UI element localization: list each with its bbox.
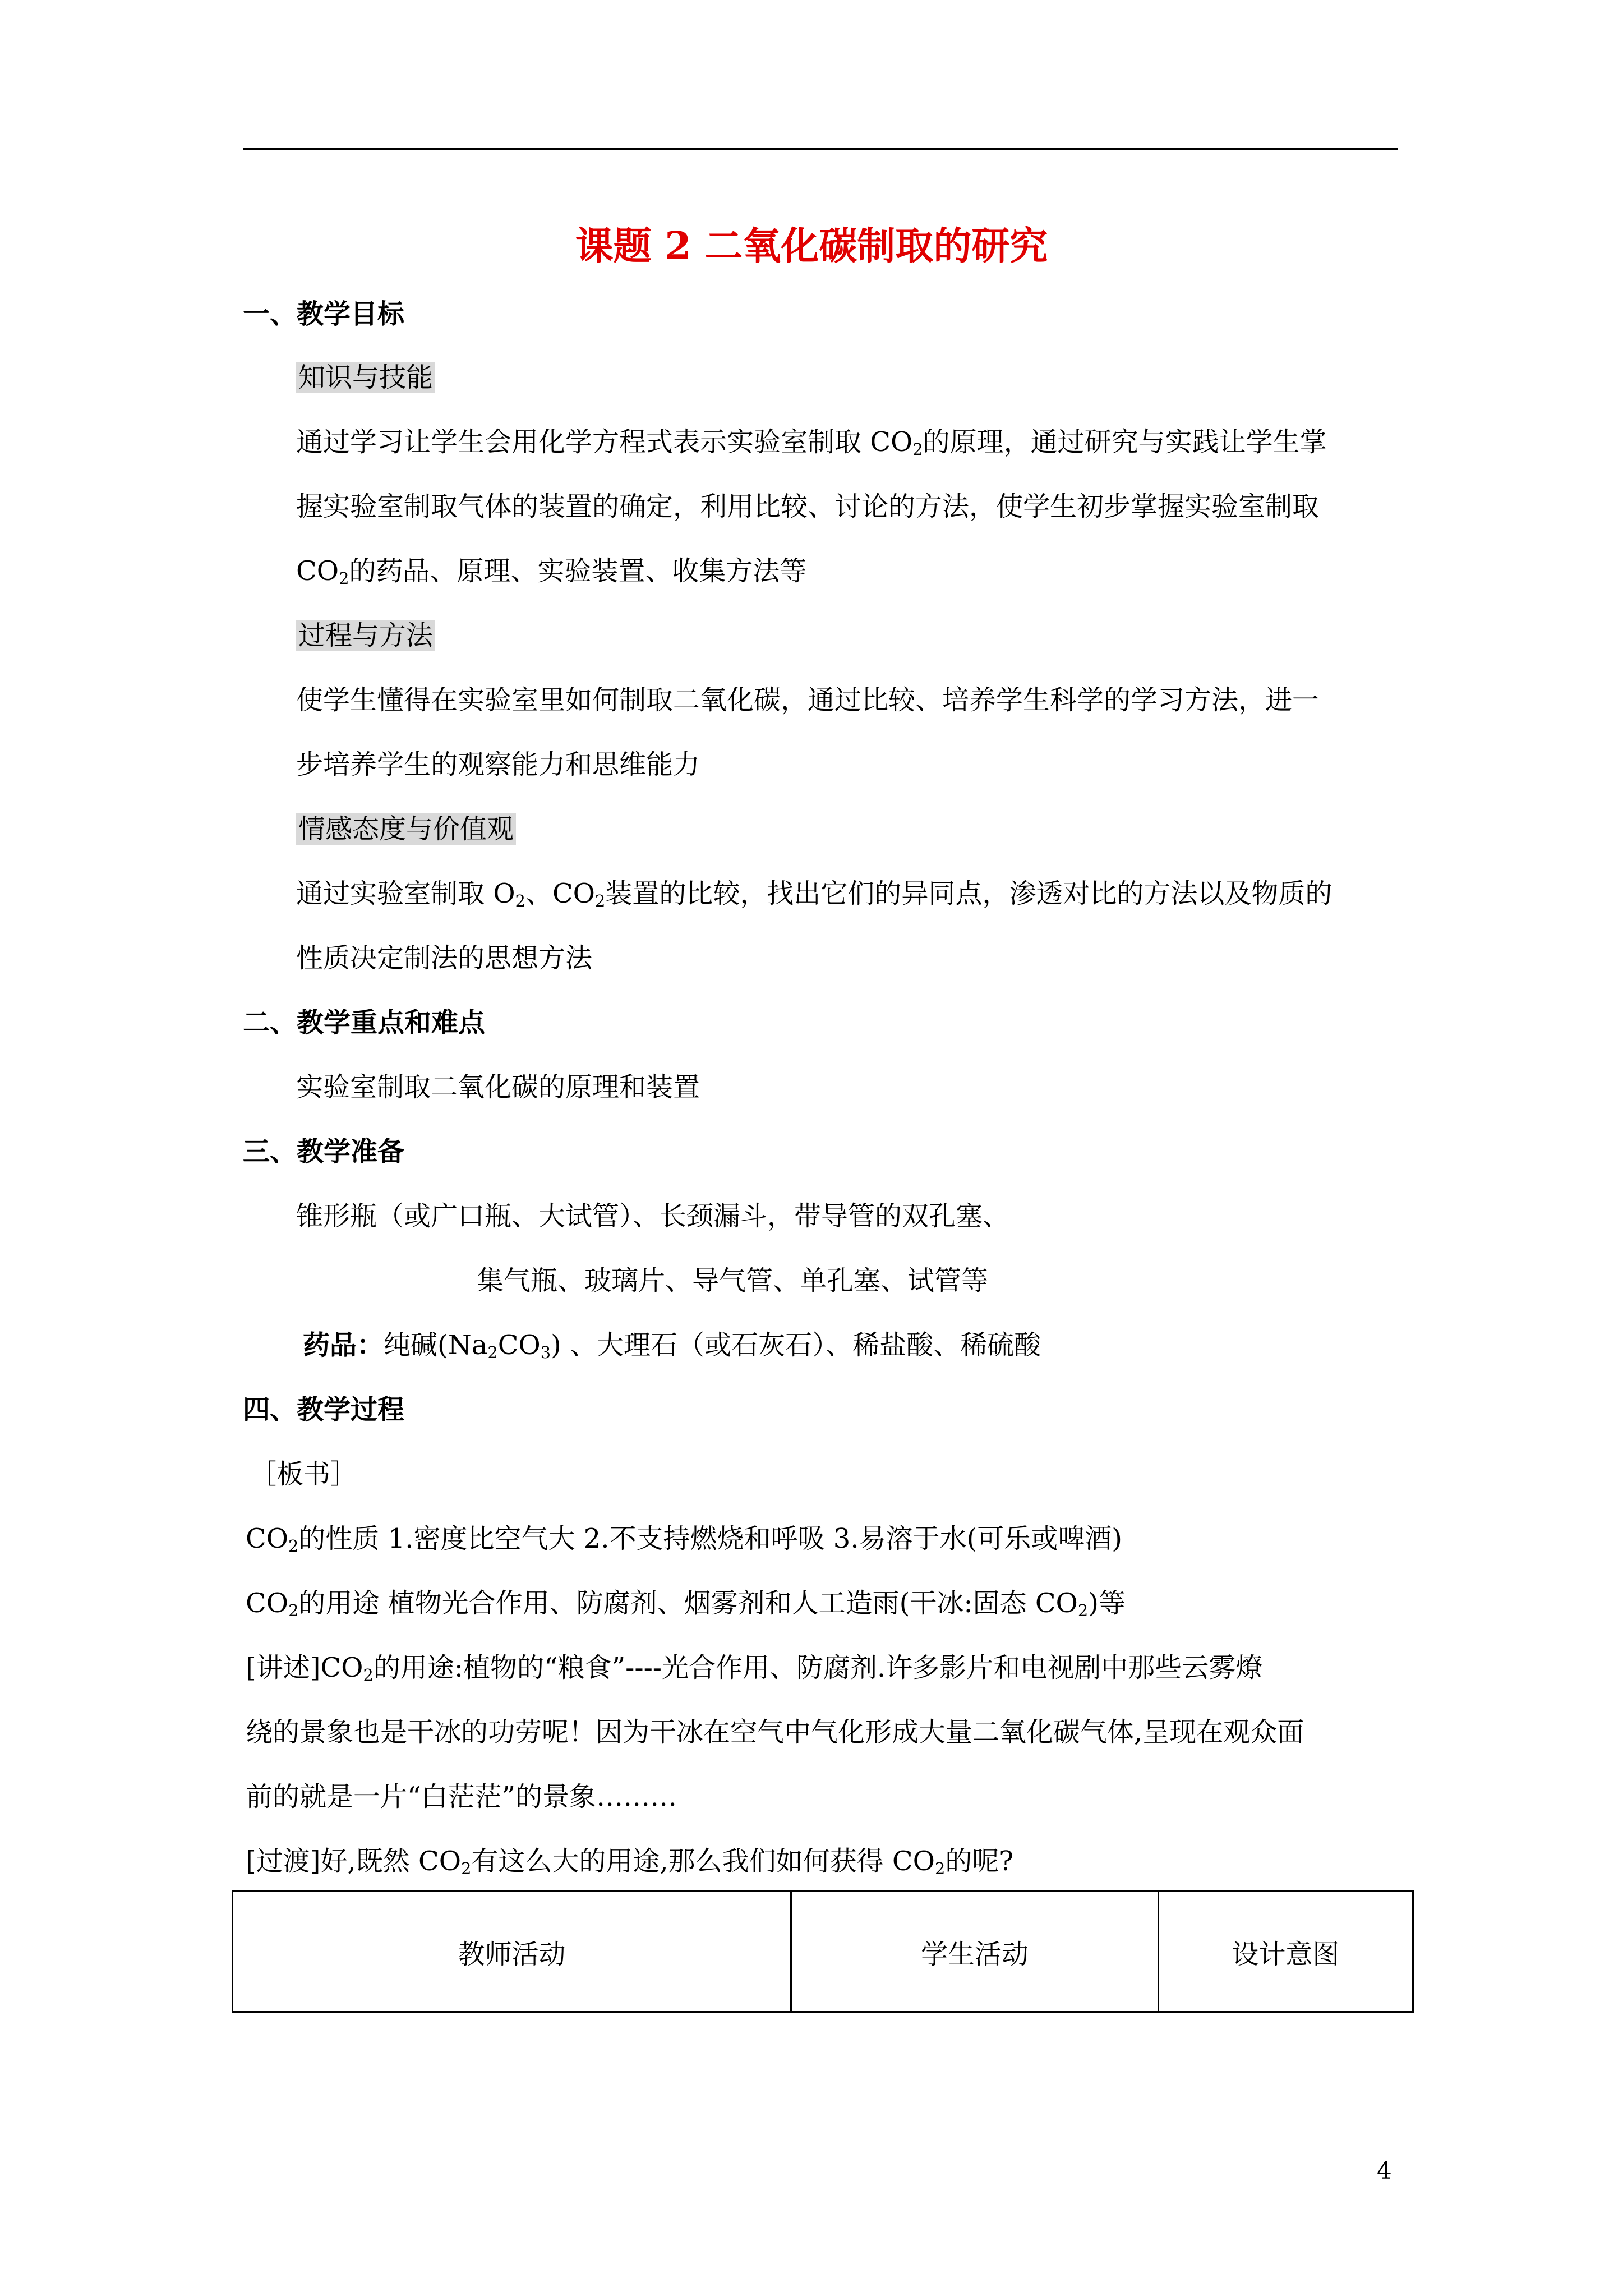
emotion-line-1: 通过实验室制取 $O_2$、$CO_2$装置的比较，找出它们的异同点，渗透对比的方法以及物质的	[296, 878, 1332, 911]
page-title: 课题 2 二氧化碳制取的研究	[575, 224, 1048, 269]
knowledge-label: 知识与技能	[296, 362, 435, 393]
lecture-line-2: 绕的景象也是干冰的功劳呢！因为干冰在空气中气化形成大量二氧化碳气体,呈现在观众面	[246, 1717, 1304, 1748]
drugs-line: 药品：纯碱$(Na_2CO_3)$ 、大理石（或石灰石）、稀盐酸、稀硫酸	[303, 1329, 1041, 1363]
header-rule	[243, 148, 1398, 150]
page-number: 4	[1377, 2157, 1392, 2184]
subheading-emotion	[296, 812, 516, 846]
process-label: 过程与方法	[296, 620, 435, 651]
equipment-line-2: 集气瓶、玻璃片、导气管、单孔塞、试管等	[477, 1265, 989, 1296]
emotion-line-2: 性质决定制法的思想方法	[296, 942, 593, 974]
header-design-intent: 设计意图	[1158, 1892, 1413, 2012]
section-heading-preparation: 三、教学准备	[243, 1136, 405, 1167]
process-line-1: 使学生懂得在实验室里如何制取二氧化碳，通过比较、培养学生科学的学习方法，进一	[296, 684, 1320, 716]
lecture-line-3: 前的就是一片“白茫茫”的景象………	[246, 1781, 677, 1812]
activity-table	[232, 1890, 1414, 2013]
emotion-label: 情感态度与价值观	[296, 813, 516, 845]
board-label: ［板书］	[250, 1458, 358, 1490]
lecture-line-1: [讲述]$CO_2$的用途:植物的“粮食”----光合作用、防腐剂.许多影片和电视剧中那些云雾燎	[246, 1652, 1263, 1685]
process-line-2: 步培养学生的观察能力和思维能力	[296, 749, 700, 780]
header-student-activity: 学生活动	[791, 1892, 1158, 2012]
knowledge-line-1: 通过学习让学生会用化学方程式表示实验室制取 $CO_2$的原理，通过研究与实践让学生掌	[296, 426, 1327, 459]
co2-uses-line: $CO_2$的用途 植物光合作用、防腐剂、烟雾剂和人工造雨(干冰:固态 $CO_2$)等	[246, 1588, 1126, 1621]
subheading-process	[296, 619, 435, 652]
co2-properties-line: $CO_2$的性质 1.密度比空气大 2.不支持燃烧和呼吸 3.易溶于水(可乐或啤酒)	[246, 1523, 1123, 1556]
equipment-line-1: 锥形瓶（或广口瓶、大试管）、长颈漏斗，带导管的双孔塞、	[296, 1200, 1010, 1232]
section-heading-keypoints: 二、教学重点和难点	[243, 1007, 486, 1038]
keypoints-line: 实验室制取二氧化碳的原理和装置	[296, 1071, 700, 1103]
table-header-row	[233, 1892, 1413, 2012]
section-heading-objectives: 一、教学目标	[243, 298, 405, 330]
transition-line: [过渡]好,既然 $CO_2$有这么大的用途,那么我们如何获得 $CO_2$的呢?	[246, 1846, 1014, 1879]
header-teacher-activity: 教师活动	[233, 1892, 791, 2012]
section-heading-process: 四、教学过程	[243, 1394, 405, 1425]
knowledge-line-3: $CO_2$的药品、原理、实验装置、收集方法等	[296, 555, 807, 588]
subheading-knowledge	[296, 361, 435, 394]
knowledge-line-2: 握实验室制取气体的装置的确定，利用比较、讨论的方法，使学生初步掌握实验室制取	[296, 491, 1320, 522]
